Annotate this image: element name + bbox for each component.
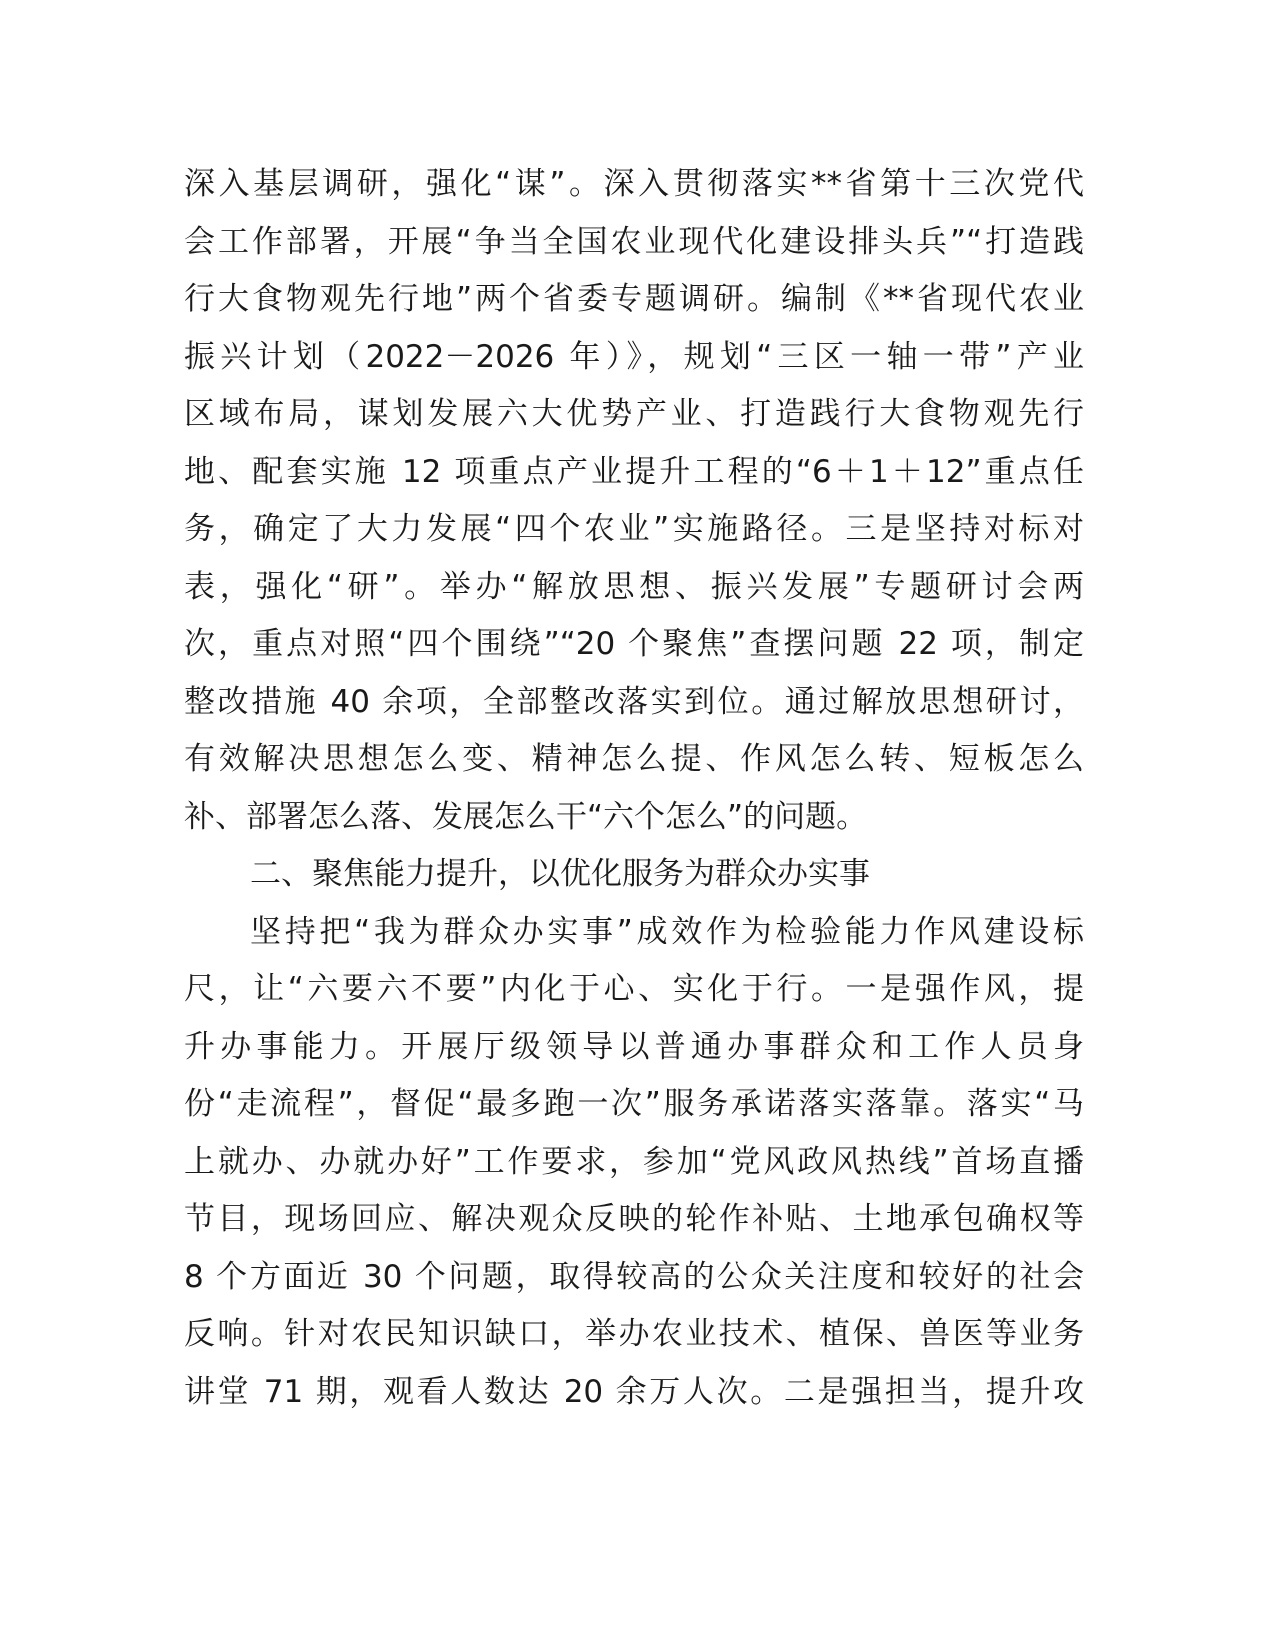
text-line: 次，重点对照“四个围绕”“20 个聚焦”查摆问题 22 项，制定 bbox=[184, 626, 1084, 662]
text-line: 坚持把“我为群众办实事”成效作为检验能力作风建设标 bbox=[250, 913, 1084, 950]
text-line: 升办事能力。开展厅级领导以普通办事群众和工作人员身 bbox=[184, 1028, 1084, 1065]
text-line: 补、部署怎么落、发展怎么干“六个怎么”的问题。 bbox=[184, 798, 868, 835]
text-line: 行大食物观先行地”两个省委专题调研。编制《**省现代农业 bbox=[184, 281, 1084, 317]
text-line: 务，确定了大力发展“四个农业”实施路径。三是坚持对标对 bbox=[184, 511, 1084, 547]
text-line: 会工作部署，开展“争当全国农业现代化建设排头兵”“打造践 bbox=[184, 223, 1084, 260]
text-line: 节目，现场回应、解决观众反映的轮作补贴、土地承包确权等 bbox=[184, 1201, 1084, 1237]
text-line: 8 个方面近 30 个问题，取得较高的公众关注度和较好的社会 bbox=[184, 1258, 1084, 1295]
text-line: 地、配套实施 12 项重点产业提升工程的“6＋1＋12”重点任 bbox=[184, 453, 1084, 490]
text-line: 尺，让“六要六不要”内化于心、实化于行。一是强作风，提 bbox=[184, 971, 1084, 1007]
text-line: 上就办、办就办好”工作要求，参加“党风政风热线”首场直播 bbox=[184, 1143, 1084, 1180]
text-line: 区域布局，谋划发展六大优势产业、打造践行大食物观先行 bbox=[184, 396, 1084, 432]
text-line: 讲堂 71 期，观看人数达 20 余万人次。二是强担当，提升攻 bbox=[184, 1373, 1084, 1410]
section-heading: 二、聚焦能力提升，以优化服务为群众办实事 bbox=[250, 856, 870, 892]
text-line: 深入基层调研，强化“谋”。深入贯彻落实**省第十三次党代 bbox=[184, 166, 1084, 202]
text-line: 整改措施 40 余项，全部整改落实到位。通过解放思想研讨， bbox=[184, 683, 1084, 720]
text-line: 表，强化“研”。举办“解放思想、振兴发展”专题研讨会两 bbox=[184, 568, 1084, 605]
text-line: 有效解决思想怎么变、精神怎么提、作风怎么转、短板怎么 bbox=[184, 741, 1084, 777]
body-text bbox=[184, 156, 1084, 1421]
text-line: 振兴计划（2022－2026 年）》，规划“三区一轴一带”产业 bbox=[184, 338, 1084, 375]
text-line: 反响。针对农民知识缺口，举办农业技术、植保、兽医等业务 bbox=[184, 1316, 1084, 1352]
text-line: 份“走流程”，督促“最多跑一次”服务承诺落实落靠。落实“马 bbox=[184, 1086, 1084, 1122]
